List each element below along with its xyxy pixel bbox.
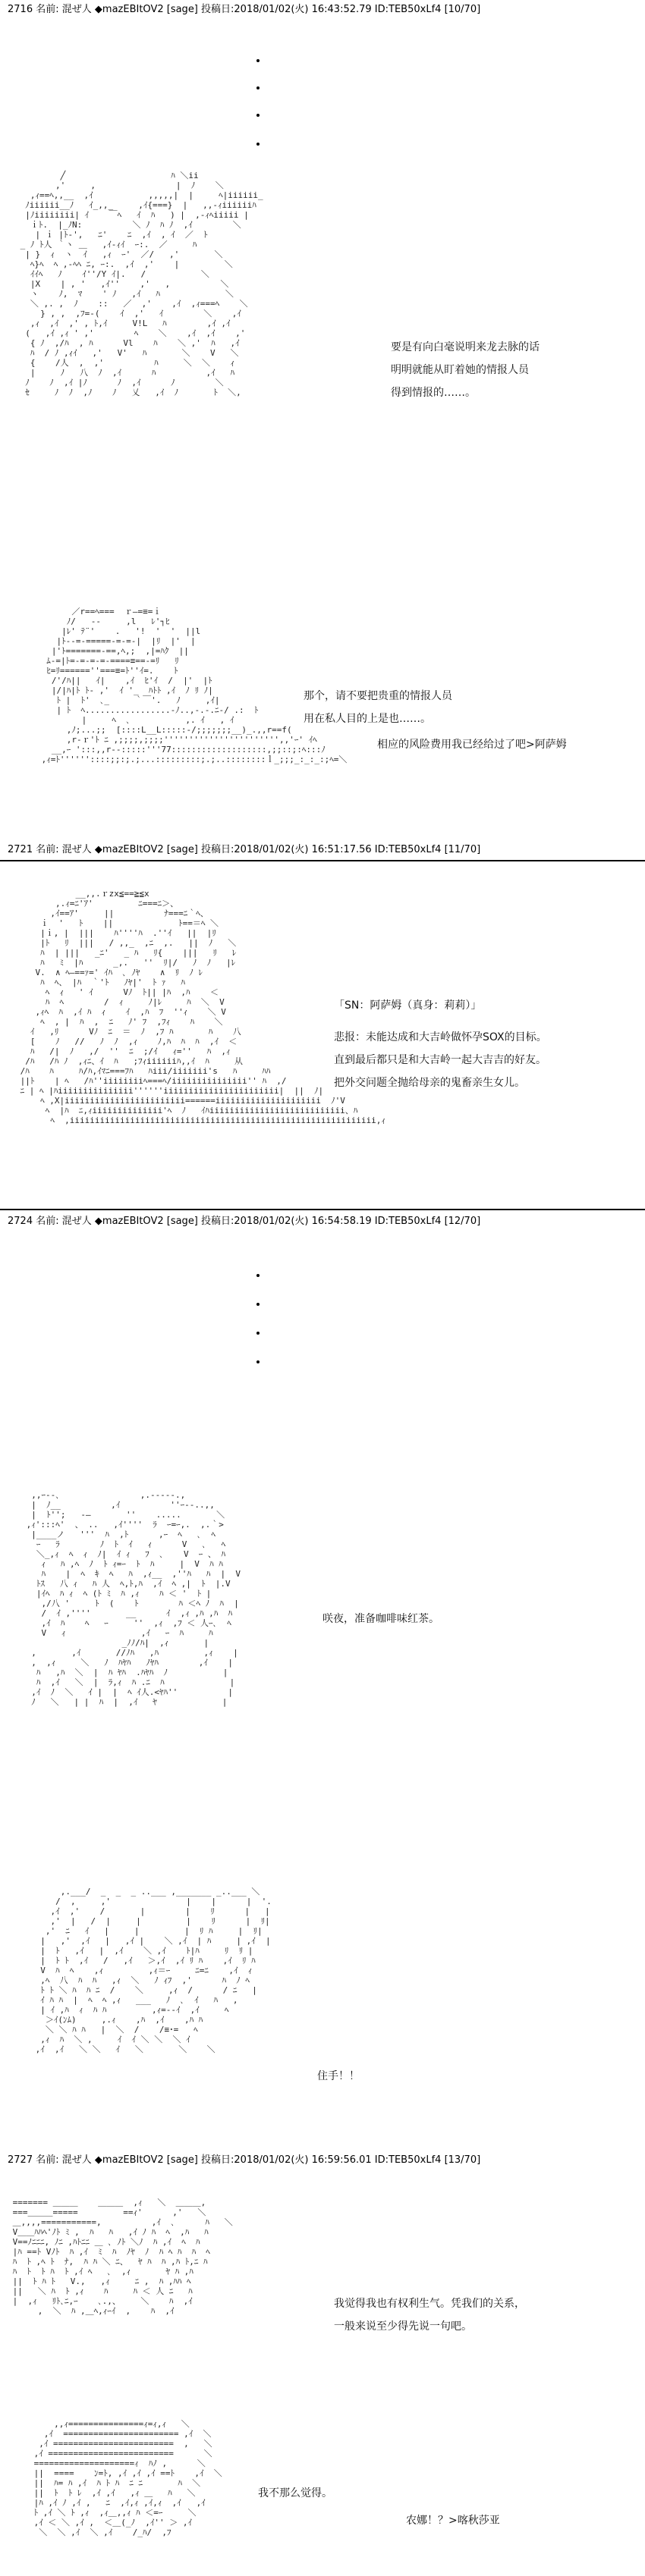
- post-mail: [sage]: [166, 2154, 198, 2166]
- post-header: [8, 3, 480, 17]
- poster-name[interactable]: 混ぜ人: [61, 1216, 92, 1227]
- poster-name[interactable]: 混ぜ人: [61, 2154, 92, 2166]
- post-text-line: 悲报：未能达成和大吉岭做怀孕SOX的目标。: [334, 1031, 547, 1043]
- post-text-line: 那个，请不要把贵重的情报人员: [304, 690, 452, 702]
- post-mail: [sage]: [166, 844, 198, 855]
- post-text-line: 农娜！？>喀秋莎亚: [406, 2515, 500, 2527]
- separator-dot: [256, 86, 260, 89]
- post-text-line: 把外交问题全抛给母亲的鬼畜亲生女儿。: [334, 1077, 525, 1089]
- post-mail: [sage]: [166, 1216, 198, 1227]
- name-label: 名前:: [36, 844, 59, 855]
- post-number: 2721: [8, 844, 33, 855]
- name-label: 名前:: [36, 2154, 59, 2166]
- poster-name[interactable]: 混ぜ人: [61, 4, 92, 15]
- post-text-line: 明明就能从盯着她的情报人员: [391, 364, 529, 376]
- separator-dot: [256, 114, 260, 117]
- separator-dot: [256, 1360, 260, 1363]
- post-number: 2716: [8, 4, 33, 15]
- post-header: [8, 1215, 480, 1228]
- post-text-line: 一般来说至少得先说一句吧。: [334, 2320, 472, 2333]
- name-label: 名前:: [36, 4, 59, 15]
- post-meta: 投稿日:2018/01/02(火) 16:51:17.56 ID:TEB50xLf4 [11/70]: [201, 844, 481, 855]
- separator-dot: [256, 143, 260, 146]
- separator-dot: [256, 1332, 260, 1335]
- post-text-line: 「SN：阿萨姆（真身：莉莉）」: [334, 999, 482, 1012]
- poster-name[interactable]: 混ぜ人: [61, 844, 92, 855]
- post-meta: 投稿日:2018/01/02(火) 16:43:52.79 ID:TEB50xLf4 [10/70]: [201, 4, 481, 15]
- ascii-art-character: ,,ｰ--､ ,.-----., | ﾉ__ ,ｲ ''ｰ--..,, | ﾄ''; -― '' ..... ＼ ,ｨ':::ﾍ' 、 .. ,ｲ'''' ﾗ ｰ=ｰ,. ,.｀> |____ノ ''' ﾊ ,ﾄ ,ｰ ﾍ ､ ﾍ ｰ ﾗ ﾉ ﾄ ｲ ｨ V ､ ﾍ ＼_,ｨ ﾍ ｨ ﾉ| ｲ ｨ ﾌ ､ V ｰ 、 ﾊ ｨ ﾊ ,ﾍ ﾉ ﾄ ｨ=ｰ ﾄ ﾊ | V ﾊ ﾊ ﾊ | ﾍ ｷ ﾍ ﾊ ,ｨ__ ,''ﾊ ﾊ | V ﾄｽ 八 ｨ ﾊ 人 ﾍ,ﾄ,ﾊ ,ｲ ﾍ ,| ﾄ |.V |ｲﾍ ﾊ ｨ ﾍ (ﾄ ﾐ ﾊ ,ｨ ﾊ ＜ ' ﾄ | ,/八 ' ﾄ ( ﾄ ﾊ ＜ﾍ ﾉ ﾊ | / ｲ ,'''' __ ｲ ,ｨ ,ﾊ ,ﾊ ﾊ ,ｲ ﾊ ﾍ ｰ '' ,ｨ ,ﾌ ＜ 人ｰ､ ﾍ V ｨ ,ｲ ｰ ﾊ ﾊ _ﾉﾉ/ﾊ| ,ｨ | , ,ｲ //ﾉﾊ ,ﾊ ,ｨ | , ,ｨ ＼ ﾉ ﾊﾔﾊ ﾉﾔﾊ ,ｲ | ﾊ ,ﾊ ＼ | ﾊ ﾔﾊ .ﾊﾔﾊ ﾉ | ﾊ ,ｲ ＼ | ﾗ,ｨ ﾊ .ﾆ ﾊ | ,ｲ ﾉ ＼ ｲ | | ﾍ ｲ人.<ﾔﾊ'' | ﾉ ＼ | | ﾊ | ,ｲ ﾔ |: [26, 1490, 241, 1707]
- poster-trip: ◆mazEBItOV2: [94, 844, 164, 855]
- ascii-art-character: ╱ ﾊ ＼ii ,' , | ﾉ ＼ ,ｨ==ﾍ,,__ ,ｲ ,,,,,| | ﾍ|iiiiii_ ﾉiiiiii__ﾉ ｲ_,,_ ,ｲ{===} | ,,-ｨiiiiiiﾊ |ﾉiiiiiiii| ｲ ￣ﾍ ｲ ﾊ ) | ,-ｨﾍiiiii | ｉﾄ. |_ﾉN: ＼ ﾉ ﾊ ﾉ ,ｲ ＼ | ｉ |ﾄ‐', ﾆ' ﾆ ,ｲ , ｲ ／ ﾄ _ ﾉ ﾄ人 ｀ヽ ＿ ,ｲ-ｨｲ ｰ:. ／ ﾊ | } ｨ ヽ ｲ ,ｨ ｰ' ／/ ,' ＼ ﾍ}ﾍ ﾍ ,-ﾍﾍ ﾆ, ｰ:. ,ｲ ,' | ＼ ｲｲﾍ ﾉ ｲ''/Y ｲ|. / ＼ |X | , ' ,ｲ'' ,' , ＼ ヽ ﾉ, ﾏ ' ﾉ ,ｲ ﾊ ＼ ＼ ,. , ﾉ :: ／ ,' ,ｲ ,ｨ===ﾍ ＼ } , , ,ﾌ=-( ｲ ,' ｲ ＼ ,ｲ ,ｨ ,ｲ ,' , ﾄ,ｲ V!L ﾊ ,ｲ ,ｲ ( ,ｲ ,ｨ ' ,' ﾍ ＼ ,ｲ ,ｲ ,' { ﾉ ,/ﾊ , ﾊ Vl ﾊ ＼ ,' ﾊ ,ｲ ﾊ / ﾉ ,ｨｲ ,' V' ﾊ ＼ V ＼ { /人 , ,' ﾊ ＼ ＼ ｨ | ﾉ 八 ﾉ ,ｲ ﾊ ,ｲ ﾊ ﾉ ﾉ ,ｲ |ﾉ ﾉ ,ｲ ﾉ ＼ ｾ ﾉ ﾉ ,ﾉ ﾉ 乂 ,ｲ ﾉ ﾄ ＼,: [20, 171, 263, 397]
- ascii-art-character: ,,ｨ===============ｨ=ｨ,ｨ ＼ ,ｲ ======================= ,ｲ ＼ ,ｲ ======================== , ＼ ,ｲ ========================= ＼ ====================ｨ ﾊﾉ , ＼ || ==== ﾝ=ﾄ, ,ｲ ,ｲ ,ｲ ==ﾄ ,ｲ ＼ || ﾊ= ﾊ ,ｲ ﾊ ﾄ ﾊ ﾆ ﾆ ﾊ ＼ || ﾄ ﾄ ﾚ ,ｲ ,ｲ ,ｨ ＿ ﾊ ＼ |ﾊ ,ｲ ﾉ ,ｲ , ﾆ ,ｲ,ｨ ,ｲ,ｨ ,ｲ ,ｲ ﾄ ,ｲ ＼ ﾄ ,ｨ ,ｨ＿,,ｨ ﾊ ＜=ｰ ＼ ,ｲ ＜ ＼ ,ｲ , ＜＿(_ﾉ ,ｲ'' ＞ ,ｲ ＼ ＼ ,ｲ ＼ ,ｲ /_ﾊ/ ,ﾌ: [33, 2419, 222, 2537]
- post-text-line: 咲夜，准备咖啡味红茶。: [322, 1613, 439, 1625]
- post-text-line: 相应的风险费用我已经给过了吧>阿萨姆: [377, 739, 567, 751]
- ascii-art-character: __,,.ｒzx≦==≧≦x ,.ｨ=ﾆ'ｱ' ﾆ===ﾆ＞、 ,ｲ==ｱ' || ﾅ===ﾆ｀ﾍ、 ｉ ' ﾄ || ﾄ==＝ﾍ ＼ |ｉ, | ||| ﾊ''''ﾊ .''ｲ || |ﾘ |ﾄ ﾘ ||| / ,,_ ,ﾆ ,. || ﾉ ＼ ﾊ | ||| _ﾆ' _ ﾊ ﾘ{ ||| ﾘ ﾚ ﾊ ﾐ |ﾊ _,. '' ﾘ|/ ﾉ ﾉ |ﾚ V. ∧ ﾍ―==ｧ=' ｲﾊ ､ ﾉﾔ ∧ ﾘ ﾉ ﾚ ﾊ ﾍ、 |ﾊ ｀'ﾄ ﾉﾔ|' ﾄ ｧ ﾊ ﾍ ｨ ' ｲ Vﾉ ﾄ|| |ﾊ ,ﾊ ＜ ﾊ ﾍ / ｨ ﾉ|ﾚ ﾊ ＼ V ,ｨﾍ ﾊ ,ｲ ﾊ ｨ ｲ ,ﾊ ﾌ ''ｨ ＼ V ﾍ , | ﾊ , ﾆ ﾉ' ﾌ ,ﾌｨ ﾊ ＼ ｲ ,ﾘ Vﾉ ﾆ ＝ ﾉ ,ﾌ ﾊ ﾊ 八 [ ﾉ // ﾉ ﾉ ,ｨ ﾉ,ﾊ ﾊ ﾊ ,ｲ ＜ ﾊ /| ﾉ ,/ '' ﾆ ;/ｲ ｨ='' ﾊ ,ｨ /ﾊ /ﾊ ﾉ ,ｨﾆ、ｲ ﾊ ;ﾌｨiiiiiiﾊ,,ｲ ﾊ 从 /ﾊ ﾊ ﾊ/ﾊ,ｲﾏﾆ===ﾌﾊ ﾊiii/iiiiiii's ﾊ ﾊﾊ ||ﾄ | ﾍ /ﾊ''iiiiiiiiﾍ===ﾍ/iiiiiiiiiiiiiii'' ﾊ ,/ ﾆ | ﾍ |ﾊiiiiiiiiiiiiiii''''''iiiiiiiiiiiiiiiiiiiiiii| || ﾉ| ﾍ ,X|iiiiiiiiiiiiiiiiiiiiiiii======iiiiiiiiiiiiiiiiiiiii ﾉ'V ﾍ |ﾊ ﾆ,ｨiiiiiiiiiiiiii'ﾍ ﾉ ｲﾊiiiiiiiiiiiiiiiiiiiiiiiiiii、ﾊ ﾍ ,iiiiiiiiiiiiiiiiiiiiiiiiiiiiiiiiiiiiiiiiiiiiiiiiiiiiiiiiiiiii,ｨ: [20, 889, 385, 1125]
- post-number: 2727: [8, 2154, 33, 2166]
- ascii-art-character: ,.___/ _ _ _ ..___ ,_______ _..___ ＼ / , ,' | | | '. ,ｲ ,' / | | ﾘ | | ,' | / | | | ﾘ | ﾘ| ,' ﾆ ｲ | | | ﾘ ﾊ | ﾘ| | ,' ,ｲ | ,ｲ | ＼ ,ｲ | ﾊ | ,ｲ | | ﾄ ,ｲ | ,ｲ ＼ ,ｲ ﾄ|ﾊ ﾘ ﾘ | | ﾄ ﾄ ,ｲ / ,ｲ ＞,ｲ ,ｲ ﾘ ﾊ ,ｲ ﾘ ﾊ V ﾊ ﾍ ,ｨ ,ｨ＝ｰ ﾆ=ﾆ ,ｲ ｨ ,ﾍ 八 ﾊ ﾊ ,ｨ ＼ ﾉ ｨﾌ ,' ﾊ ﾉ ﾍ ﾄ ﾄ ＼ ﾊ ﾊ ﾆ / ＼ ,ｨ / / ﾆ | ｲ ﾊ ﾊ | ﾍ ﾍ ,ｨ ___ ﾉ ､ ｲ ﾊ , | ｲ ,ﾊ ｨ ﾊ ﾊ ,ｨ=--ｲ ,ｲ ﾍ ＞ｲ(ﾝﾑ) ,.ｨ ,ﾊ ,ｲ ,ﾊ ﾊ ＼ ＼ ﾊ ﾊ | ＼ / /≡･= ﾍ ,ｨ ﾊ ＼ , ｲ ｲ ＼ ＼ ＼ ｲ ,ｲ ,ｲ ＼ ＼ ｲ ＼ ＼ ＼: [35, 1887, 272, 2054]
- separator-dot: [256, 59, 260, 62]
- post-text-line: 我觉得我也有权利生气。凭我们的关系，: [334, 2298, 525, 2310]
- post-header: [8, 2154, 480, 2167]
- post-meta: 投稿日:2018/01/02(火) 16:59:56.01 ID:TEB50xLf4 [13/70]: [201, 2154, 481, 2166]
- post-mail: [sage]: [166, 4, 198, 15]
- poster-trip: ◆mazEBItOV2: [94, 2154, 164, 2166]
- post-number: 2724: [8, 1216, 33, 1227]
- post-header: [8, 843, 480, 857]
- ascii-art-character: ======= ＿＿＿ ＿＿＿ ,ｨ ＼ ＿＿＿, ===＿＿＿===== ==ｨ' ,' ＼ ＿,,,,===========, ,ｲ ､ ﾊ ＼ V＿＿ﾊﾊﾍ'ﾉﾄ ﾐ , ﾊ ﾊ ,ｲ ﾉ ﾊ ﾍ ,ﾊ ﾊ V==ﾉﾆﾆﾆ, ﾉﾆ ,ﾊﾄﾆﾆ ＿ ､ ﾉﾄ ＼ﾉ ﾊ ,ｲ ﾍ ﾊ |ﾊ ==ﾄ Vﾉﾄ ﾊ ,ｲ ﾐ ﾊ ﾉﾔ ﾉ ﾊ ﾍ ﾊ ﾊ ﾍ ﾊ ﾄ ,ﾍ ﾄ ﾅ, ﾊ ﾊ ＼ ﾆ、 ﾔ ﾊ ﾊ ,ﾊ ﾄ,ﾆ ﾊ ﾊ ﾄ ﾄ ﾊ ﾄ ,ｲ ﾍ ､ ,ｨ ﾔ ﾊ ,ﾊ || ﾄ ﾊ ﾄ V., ,ｨ ﾆ , ﾊ ,ﾊﾊ ﾍ || ＼ ﾊ ﾄ ,ｨ ﾊ ﾊ ＜ 人 ﾆ ﾊ | ,ｨ ﾘﾄ､ﾆ,ｰ ､.,、 ＼ ﾊ ,ｲ , ＼ ﾊ ,＿ﾍ,ｨｰｲ , ﾊ ,ｲ: [12, 2198, 233, 2316]
- post-divider: [0, 860, 645, 861]
- post-text-line: 得到情报的……。: [391, 387, 476, 399]
- post-meta: 投稿日:2018/01/02(火) 16:54:58.19 ID:TEB50xLf4 [12/70]: [201, 1216, 481, 1227]
- post-text-line: 我不那么觉得。: [258, 2487, 332, 2499]
- post-text-line: 住手！！: [317, 2070, 360, 2082]
- separator-dot: [256, 1274, 260, 1277]
- post-text-line: 要是有向白毫说明来龙去脉的话: [391, 341, 540, 353]
- poster-trip: ◆mazEBItOV2: [94, 1216, 164, 1227]
- name-label: 名前:: [36, 1216, 59, 1227]
- post-text-line: 用在私人目的上是也……。: [304, 713, 431, 725]
- post-text-line: 直到最后都只是和大吉岭一起大吉吉的好友。: [334, 1054, 546, 1066]
- separator-dot: [256, 1303, 260, 1306]
- post-divider: [0, 1209, 645, 1210]
- poster-trip: ◆mazEBItOV2: [94, 4, 164, 15]
- ascii-art-character: ／r==ﾍ=== ｒ―=≡=ｉ ﾉ/ ‐‐ ,l ﾚ'┐ﾋ |ﾚ' ﾃ¨' . '! ' ' ||l |ﾄ--=-=====-=-=-| |ﾘ |' | |'ﾄ=======-==,ﾍ,; ,|=ﾊｸ || ﾑ-=|ﾄ=-=-=-=-====≡==-=ﾘ ﾘ ﾋ=ﾘ======''===≡=ﾄ''ｲ=. ﾄ /'/ﾊ|| ｲ| ,ｲ ﾋ'ｲ / |' |ﾄ |/|ﾊ|ﾄ ﾄ- ,' ｲ '_ ﾊﾄﾄ ,ｲ ﾉ ﾘ ﾉ| ﾄ | ﾄ' ､_ ｀￣'. ﾉ ,ｲ| | ﾄ ﾍ.................-ﾉ..,-.-.ﾆ-/ .: ﾄ | ﾍ ､ ,. ｲ , ｲ ,ﾉ;...;; [::::L__L:::::-/;;;;;;;__)_.,,r==f( ,r-ｒ'ﾄ ﾆ ,;;;;,;;;;''''''''''''''''''''''',,'ｰ' ｲﾍ __,ｰ ':::,,r--:::::'''77:::::::::::::::::::,;;::;:ﾍ:::ﾉ ,ｨ=ﾄ''''''::::;;:;.;...:::::::::;.;..::::::::ｌ_;;;_:_:_:;ﾍ=＼: [41, 607, 348, 764]
